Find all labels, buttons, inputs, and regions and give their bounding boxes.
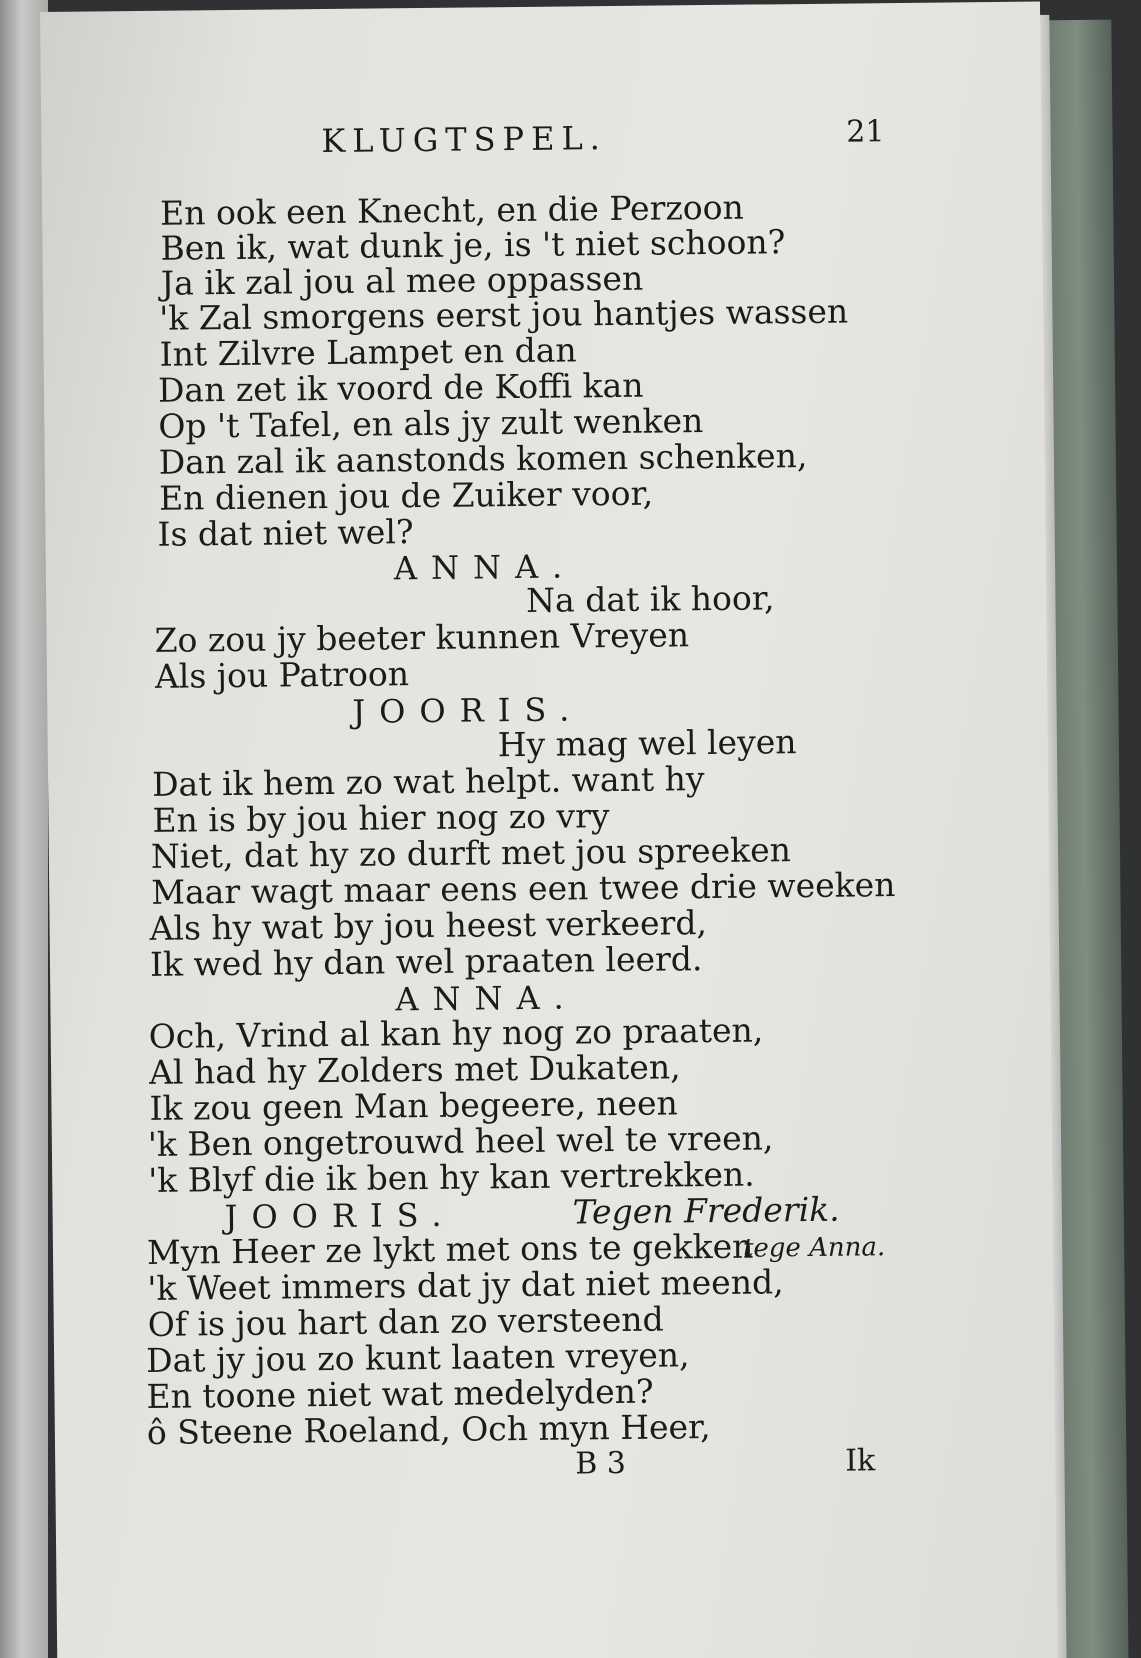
verse-line: En is by jou hier nog zo vry [152, 796, 610, 840]
stage-direction: tege Anna. [742, 1232, 886, 1264]
running-head [41, 107, 1042, 177]
verse-line: Maar wagt maar eens een twee drie weeken [151, 865, 896, 912]
verse-line: Ik zou geen Man begeere, neen [149, 1083, 679, 1128]
verse-line: Niet, dat hy zo durft met jou spreeken [150, 830, 792, 876]
verse-line: Ik wed hy dan wel praaten leerd. [149, 939, 703, 984]
speaker-name: JOORIS. [224, 1195, 456, 1237]
verse-line: Is dat niet wel? [157, 512, 414, 554]
verse-line: 'k Ben ongetrouwd heel wel te vreen, [147, 1118, 774, 1164]
verse-line: Dat ik hem zo wat helpt. want hy [151, 759, 705, 804]
verse-line: En dienen jou de Zuiker voor, [158, 473, 654, 518]
book-page [40, 2, 1057, 1658]
verse-line: Op 't Tafel, en als jy zult wenken [158, 401, 704, 446]
signature-mark: B 3 [575, 1445, 627, 1482]
verse-line: Als jou Patroon [154, 654, 410, 696]
verse-line: ô Steene Roeland, Och myn Heer, [146, 1407, 711, 1452]
verse-line: Als hy wat by jou heest verkeerd, [149, 903, 708, 948]
catchword: Ik [845, 1443, 876, 1479]
verse-line: Of is jou hart dan zo versteend [147, 1299, 664, 1344]
page-number: 21 [846, 114, 885, 150]
verse-line: Dan zal ik aanstonds komen schenken, [158, 435, 808, 482]
verse-line: Ben ik, wat dunk je, is 't niet schoon? [160, 222, 786, 268]
verse-line: En toone niet wat medelyden? [146, 1371, 654, 1416]
verse-line: Hy mag wel leyen [497, 722, 797, 765]
verse-line: Al had hy Zolders met Dukaten, [148, 1047, 681, 1092]
speaker-name: JOORIS. [352, 690, 584, 731]
speaker-name: ANNA. [393, 547, 577, 588]
verse-line: 'k Zal smorgens eerst jou hantjes wassen [159, 291, 849, 338]
previous-page-edge [0, 0, 48, 1658]
verse-line: Dat jy jou zo kunt laaten vreyen, [145, 1335, 690, 1380]
verse-line: En ook een Knecht, en die Perzoon [159, 187, 744, 233]
verse-line: 'k Blyf die ik ben hy kan vertrekken. [148, 1154, 755, 1200]
verse-line: Na dat ik hoor, [525, 578, 775, 620]
verse-line: Zo zou jy beeter kunnen Vreyen [154, 615, 690, 660]
verse-line: Int Zilvre Lampet en dan [159, 330, 577, 374]
verse-line: 'k Weet immers dat jy dat niet meend, [147, 1262, 784, 1308]
page-title: KLUGTSPEL. [321, 119, 608, 161]
verse-line: Myn Heer ze lykt met ons te gekken [146, 1226, 754, 1272]
verse-line: Ja ik zal jou al mee oppassen [160, 258, 644, 303]
verse-line: Dan zet ik voord de Koffi kan [157, 365, 644, 410]
stage-direction: Tegen Frederik. [572, 1189, 840, 1232]
verse-line: Och, Vrind al kan hy nog zo praaten, [148, 1010, 764, 1056]
speaker-name: ANNA. [395, 978, 578, 1019]
